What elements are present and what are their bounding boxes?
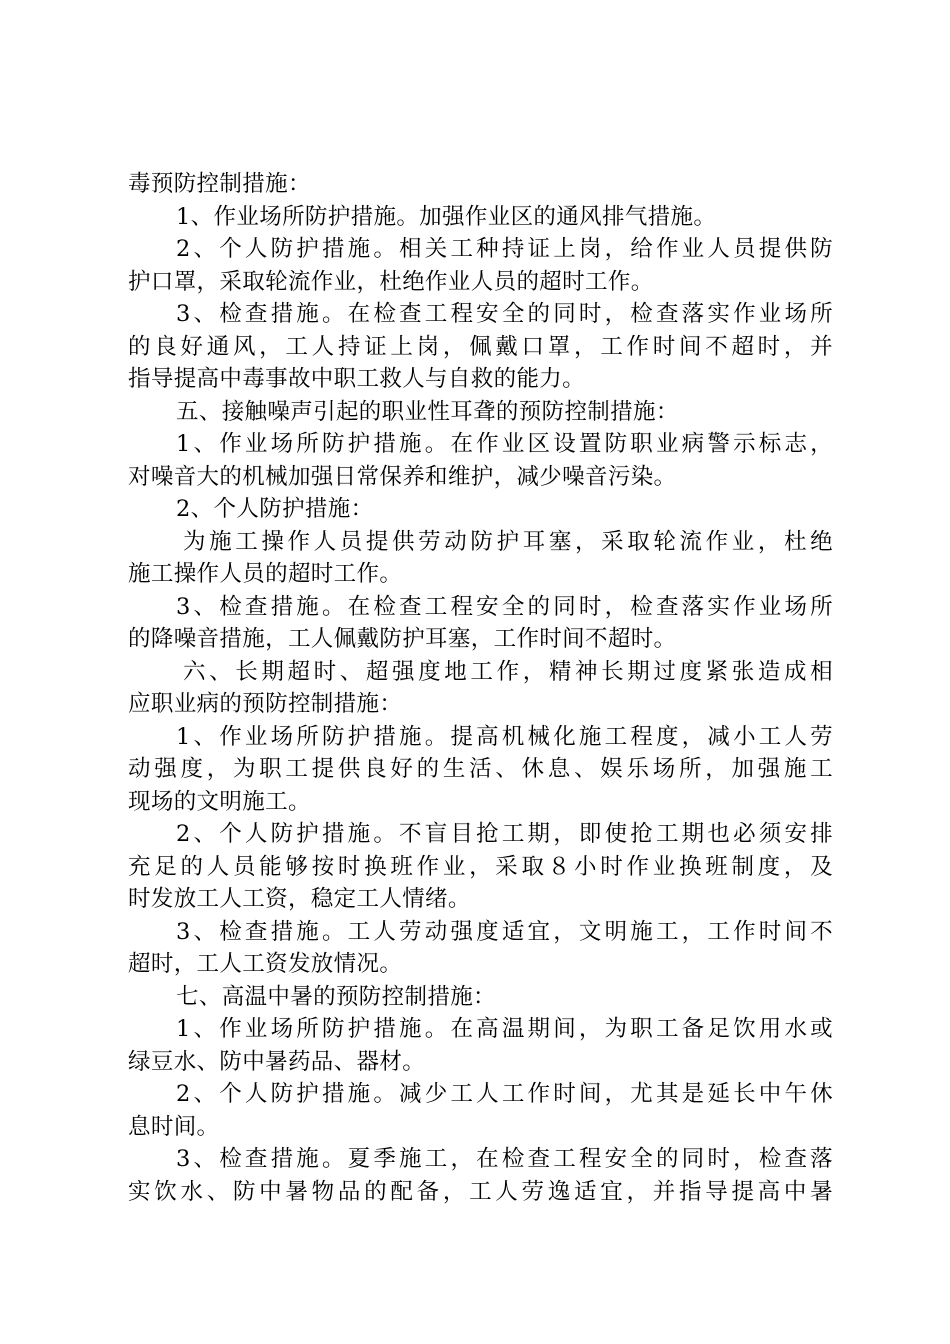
section-heading: 五、接触噪声引起的职业性耳聋的预防控制措施： — [176, 398, 679, 425]
paragraph-line: 的降噪音措施，工人佩戴防护耳塞，工作时间不超时。 — [128, 626, 677, 652]
paragraph-line: 2、个人防护措施。减少工人工作时间，尤其是延长中午休 — [176, 1081, 833, 1107]
section-heading: 应职业病的预防控制措施： — [128, 691, 403, 717]
paragraph-line: 对噪音大的机械加强日常保养和维护，减少噪音污染。 — [128, 463, 677, 490]
paragraph-line: 3、检查措施。工人劳动强度适宜，文明施工，工作时间不 — [176, 918, 833, 945]
paragraph-line: 为施工操作人员提供劳动防护耳塞，采取轮流作业，杜绝 — [183, 528, 833, 555]
paragraph-line: 施工操作人员的超时工作。 — [128, 561, 403, 587]
paragraph-line: 的良好通风，工人持证上岗，佩戴口罩，工作时间不超时，并 — [128, 333, 833, 360]
paragraph-line: 1、作业场所防护措施。提高机械化施工程度，减小工人劳 — [176, 723, 833, 750]
paragraph-line: 3、检查措施。在检查工程安全的同时，检查落实作业场所 — [176, 593, 833, 620]
paragraph-line: 现场的文明施工。 — [128, 788, 311, 815]
paragraph-line: 实饮水、防中暑物品的配备，工人劳逸适宜，并指导提高中暑 — [128, 1178, 833, 1205]
paragraph-line: 指导提高中毒事故中职工救人与自救的能力。 — [128, 366, 586, 392]
paragraph-line: 1、作业场所防护措施。在高温期间，为职工备足饮用水或 — [176, 1016, 833, 1042]
document-body — [128, 168, 833, 1208]
paragraph-line: 绿豆水、防中暑药品、器材。 — [128, 1048, 426, 1075]
paragraph-line: 1、作业场所防护措施。加强作业区的通风排气措施。 — [176, 203, 717, 230]
section-heading: 七、高温中暑的预防控制措施： — [176, 983, 496, 1010]
paragraph-line: 充足的人员能够按时换班作业，采取８小时作业换班制度，及 — [128, 853, 833, 880]
paragraph-line: 毒预防控制措施： — [128, 171, 311, 197]
paragraph-line: 息时间。 — [128, 1113, 220, 1140]
paragraph-line: 2、个人防护措施。相关工种持证上岗，给作业人员提供防 — [176, 236, 833, 262]
paragraph-line: 2、个人防护措施。不盲目抢工期，即使抢工期也必须安排 — [176, 821, 833, 847]
paragraph-line: 动强度，为职工提供良好的生活、休息、娱乐场所，加强施工 — [128, 756, 833, 782]
paragraph-line: 3、检查措施。夏季施工，在检查工程安全的同时，检查落 — [176, 1146, 833, 1172]
paragraph-line: 超时，工人工资发放情况。 — [128, 951, 403, 977]
section-heading: 六、长期超时、超强度地工作，精神长期过度紧张造成相 — [183, 658, 833, 685]
paragraph-line: 2、个人防护措施： — [176, 496, 374, 522]
paragraph-line: 时发放工人工资，稳定工人情绪。 — [128, 886, 471, 912]
paragraph-line: 3、检查措施。在检查工程安全的同时，检查落实作业场所 — [176, 301, 833, 327]
paragraph-line: 护口罩，采取轮流作业，杜绝作业人员的超时工作。 — [128, 268, 654, 295]
paragraph-line: 1、作业场所防护措施。在作业区设置防职业病警示标志， — [176, 431, 833, 457]
